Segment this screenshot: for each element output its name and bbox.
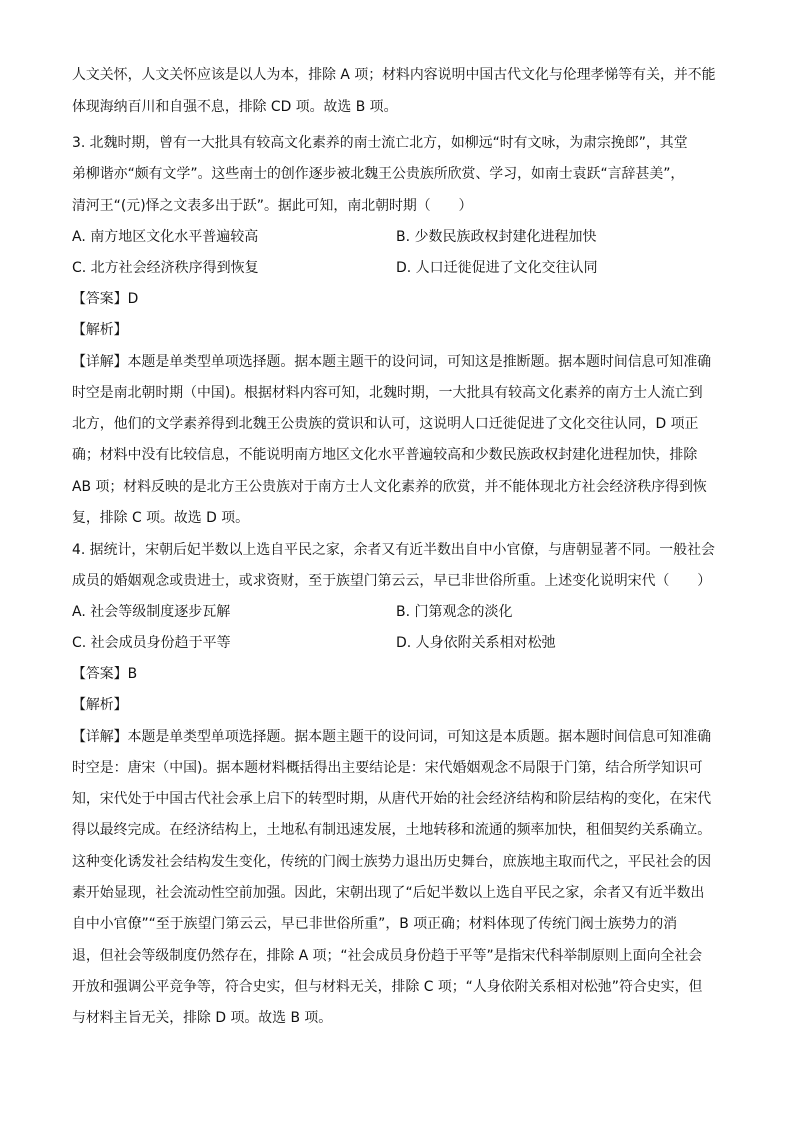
question-4-option-c: C. 社会成员身份趋于平等 (72, 635, 231, 651)
question-4-stem: 成员的婚姻观念或贵进士，或求资财，至于族望门第云云，早已非世俗所重。上述变化说明宋代（ ） (72, 573, 712, 589)
question-4-detail-line: 时空是：唐宋（中国)。据本题材料概括得出主要结论是：宋代婚姻观念不局限于门第，结合所学知识可 (72, 760, 703, 776)
question-4-detail-line: 与材料主旨无关，排除 D 项。故选 B 项。 (72, 1010, 333, 1026)
question-4-analysis-label: 【解析】 (72, 697, 128, 713)
intro-line: 人文关怀，人文关怀应该是以人为本，排除 A 项；材料内容说明中国古代文化与伦理孝悌等有关，并不能 (72, 67, 716, 83)
question-4-detail-line: 得以最终完成。在经济结构上，土地私有制迅速发展，土地转移和流通的频率加快，租佃契约关系确立。 (72, 822, 712, 838)
question-3-option-b: B. 少数民族政权封建化进程加快 (396, 229, 597, 245)
question-3-option-d: D. 人口迁徙促进了文化交往认同 (396, 260, 598, 276)
question-3-stem: 弟柳谐亦“颇有文学”。这些南士的创作逐步被北魏王公贵族所欣赏、学习，如南士袁跃“言辞甚美”， (72, 166, 685, 182)
question-3-detail-line: 复，排除 C 项。故选 D 项。 (72, 510, 250, 526)
question-3-option-a: A. 南方地区文化水平普遍较高 (72, 229, 259, 245)
question-4-answer: 【答案】B (72, 666, 138, 682)
question-4-option-d: D. 人身依附关系相对松弛 (396, 635, 556, 651)
question-4-detail-line: 开放和强调公平竞争等，符合史实，但与材料无关，排除 C 项；“人身依附关系相对松弛”符合史实，但 (72, 979, 703, 995)
question-3-answer: 【答案】D (72, 291, 139, 307)
question-3-stem: 清河王“(元)怿之文表多出于跃”。据此可知，南北朝时期（ ） (72, 198, 473, 214)
question-4-detail-line: 素开始显现，社会流动性空前加强。因此，宋朝出现了“后妃半数以上选自平民之家，余者又有近半数出 (72, 885, 705, 901)
question-3-detail-line: AB 项；材料反映的是北方王公贵族对于南方士人文化素养的欣赏，并不能体现北方社会经济秩序得到恢 (72, 479, 707, 495)
question-3-detail-line: 确；材料中没有比较信息，不能说明南方地区文化水平普遍较高和少数民族政权封建化进程加快，排除 (72, 447, 698, 463)
question-4-detail-line: 这种变化诱发社会结构发生变化，传统的门阀士族势力退出历史舞台，庶族地主取而代之，平民社会的因 (72, 854, 712, 870)
question-3-detail-line: 【详解】本题是单类型单项选择题。据本题主题干的设问词，可知这是推断题。据本题时间信息可知准确 (72, 354, 712, 370)
question-4-option-b: B. 门第观念的淡化 (396, 604, 513, 620)
question-4-detail-line: 【详解】本题是单类型单项选择题。据本题主题干的设问词，可知这是本质题。据本题时间信息可知准确 (72, 729, 712, 745)
intro-line: 体现海纳百川和自强不息，排除 CD 项。故选 B 项。 (72, 99, 398, 115)
question-3-analysis-label: 【解析】 (72, 322, 128, 338)
question-3-detail-line: 时空是南北朝时期（中国)。根据材料内容可知，北魏时期，一大批具有较高文化素养的南方士人流亡到 (72, 385, 703, 401)
question-4-stem: 4. 据统计，宋朝后妃半数以上选自平民之家，余者又有近半数出自中小官僚，与唐朝显著不同。一般社会 (72, 542, 715, 558)
question-3-detail-line: 北方，他们的文学素养得到北魏王公贵族的赏识和认可，这说明人口迁徙促进了文化交往认同，D 项正 (72, 416, 699, 432)
question-4-detail-line: 知，宋代处于中国古代社会承上启下的转型时期，从唐代开始的社会经济结构和阶层结构的变化，在宋代 (72, 791, 712, 807)
question-4-detail-line: 退，但社会等级制度仍然存在，排除 A 项；“社会成员身份趋于平等”是指宋代科举制原则上面向全社会 (72, 948, 703, 964)
question-4-detail-line: 自中小官僚”“至于族望门第云云，早已非世俗所重”，B 项正确；材料体现了传统门阀士族势力的消 (72, 916, 678, 932)
question-3-option-c: C. 北方社会经济秩序得到恢复 (72, 260, 259, 276)
question-3-stem: 3. 北魏时期，曾有一大批具有较高文化素养的南士流亡北方，如柳远“时有文咏，为肃宗挽郎”，其堂 (72, 135, 688, 151)
question-4-option-a: A. 社会等级制度逐步瓦解 (72, 604, 231, 620)
